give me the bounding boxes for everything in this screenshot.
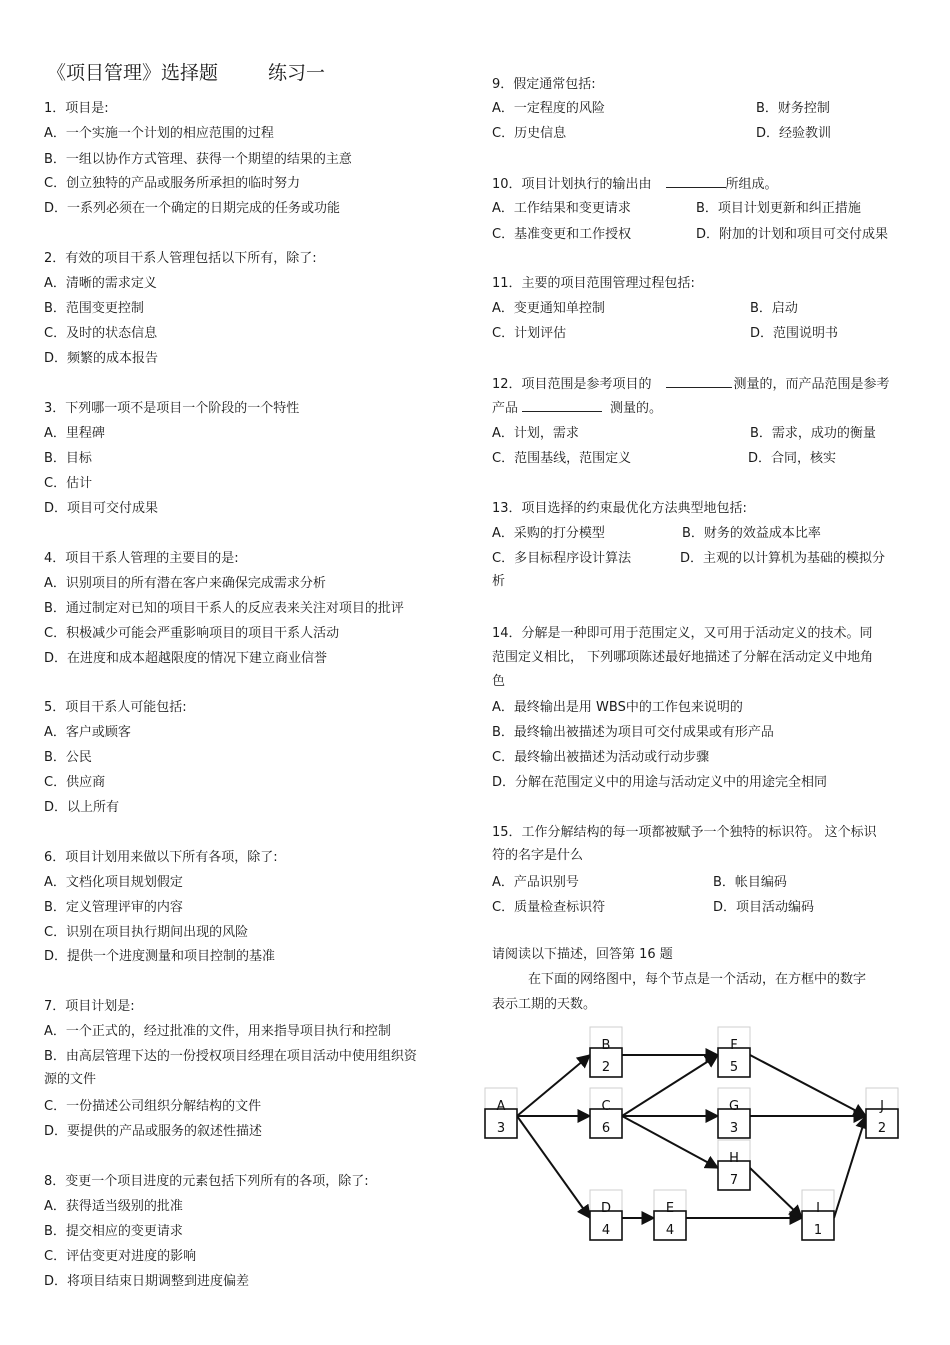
option-a: A．获得适当级别的批准 [44, 1199, 183, 1214]
node-label: E [665, 1201, 675, 1216]
option-c: C．最终输出被描述为活动或行动步骤 [492, 750, 710, 765]
option-c: C．基准变更和工作授权 [492, 227, 632, 242]
question-stem-line3: 色 [492, 674, 506, 689]
option-d: D．在进度和成本超越限度的情况下建立商业信誉 [44, 651, 328, 666]
stem-text: 产品 [492, 401, 519, 416]
stem-text-end: 测量的，而产品范围是参考 [733, 377, 890, 392]
option-d: D．提供一个进度测量和项目控制的基准 [44, 949, 276, 964]
option-a: A．产品识别号 [492, 875, 579, 890]
stem-text-end: 测量的。 [610, 401, 663, 416]
page-title [47, 60, 325, 86]
question-stem: 6．项目计划用来做以下所有各项，除了: [44, 850, 278, 865]
question-stem: 2．有效的项目干系人管理包括以下所有，除了: [44, 251, 317, 266]
option-d: D．频繁的成本报告 [44, 351, 159, 366]
option-b: B．通过制定对已知的项目干系人的反应表来关注对项目的批评 [44, 601, 404, 616]
node-duration: 1 [813, 1223, 823, 1238]
node-label: F [730, 1038, 738, 1053]
option-d: D．分解在范围定义中的用途与活动定义中的用途完全相同 [492, 775, 828, 790]
option-d: D．项目可交付成果 [44, 501, 159, 516]
node-label: J [880, 1099, 884, 1114]
option-c: C．评估变更对进度的影响 [44, 1249, 197, 1264]
edge-f-j [750, 1055, 866, 1116]
option-d: D．以上所有 [44, 800, 120, 815]
option-b: B．需求，成功的衡量 [750, 426, 876, 441]
activity-network-diagram [482, 1022, 902, 1252]
node-i [802, 1190, 834, 1240]
question-stem: 9．假定通常包括: [492, 77, 596, 92]
edge-h-i [750, 1168, 802, 1218]
edge-a-b [517, 1055, 590, 1116]
option-c: C．计划评估 [492, 326, 567, 341]
edge-c-f [622, 1055, 718, 1116]
node-label: B [601, 1038, 611, 1053]
node-e [654, 1190, 686, 1240]
option-a: A．一个实施一个计划的相应范围的过程 [44, 126, 274, 141]
question-stem: 11．主要的项目范围管理过程包括: [492, 276, 695, 291]
option-b: B．启动 [750, 301, 798, 316]
node-j [866, 1088, 898, 1138]
option-b: B．定义管理评审的内容 [44, 900, 183, 915]
question-stem: 5．项目干系人可能包括: [44, 700, 187, 715]
option-b: B．一组以协作方式管理、获得一个期望的结果的主意 [44, 152, 352, 167]
option-a: A．变更通知单控制 [492, 301, 605, 316]
option-d: D．项目活动编码 [713, 900, 815, 915]
node-duration: 3 [729, 1121, 739, 1136]
node-duration: 4 [601, 1223, 611, 1238]
question-description: 在下面的网络图中，每个节点是一个活动，在方框中的数字 [528, 972, 867, 987]
option-a: A．一定程度的风险 [492, 101, 605, 116]
option-d: D．主观的以计算机为基础的模拟分 [680, 551, 886, 566]
option-c: C．估计 [44, 476, 93, 491]
node-label: I [816, 1201, 820, 1216]
option-b: B．财务控制 [756, 101, 830, 116]
question-intro: 请阅读以下描述，回答第 16 题 [492, 947, 673, 962]
title-main: 《项目管理》选择题 [47, 62, 219, 84]
option-a: A．客户或顾客 [44, 725, 131, 740]
node-duration: 7 [729, 1173, 739, 1188]
option-b: B．项目计划更新和纠正措施 [696, 201, 861, 216]
option-b: B．财务的效益成本比率 [682, 526, 821, 541]
option-c: C．范围基线，范围定义 [492, 451, 632, 466]
option-d: D．经验教训 [756, 126, 832, 141]
option-c: C．供应商 [44, 775, 106, 790]
question-description-line2: 表示工期的天数。 [492, 997, 597, 1012]
node-duration: 5 [729, 1060, 739, 1075]
node-h [718, 1140, 750, 1190]
option-a: A．工作结果和变更请求 [492, 201, 631, 216]
node-d [590, 1190, 622, 1240]
question-stem-line2: 范围定义相比， 下列哪项陈述最好地描述了分解在活动定义中地角 [492, 650, 874, 665]
option-a: A．里程碑 [44, 426, 105, 441]
option-d: D．附加的计划和项目可交付成果 [696, 227, 889, 242]
option-a: A．识别项目的所有潜在客户来确保完成需求分析 [44, 576, 326, 591]
option-d: D．要提供的产品或服务的叙述性描述 [44, 1124, 263, 1139]
option-b: B．帐目编码 [713, 875, 787, 890]
title-sub: 练习一 [268, 62, 326, 84]
stem-text-end: 所组成。 [725, 177, 778, 192]
question-stem: 4．项目干系人管理的主要目的是: [44, 551, 239, 566]
node-label: A [496, 1099, 506, 1114]
option-b: B．公民 [44, 750, 92, 765]
option-b: B．目标 [44, 451, 92, 466]
question-stem: 13．项目选择的约束最优化方法典型地包括: [492, 501, 747, 516]
fill-blank [666, 375, 732, 388]
fill-blank [522, 399, 602, 412]
option-c: C．积极减少可能会严重影响项目的项目干系人活动 [44, 626, 340, 641]
option-a: A．计划，需求 [492, 426, 579, 441]
node-label: D [600, 1201, 612, 1216]
node-label: C [601, 1099, 611, 1114]
stem-text: 10．项目计划执行的输出由 [492, 177, 652, 192]
node-duration: 2 [601, 1060, 611, 1075]
node-duration: 6 [601, 1121, 611, 1136]
node-duration: 4 [665, 1223, 675, 1238]
option-b-continued: 源的文件 [44, 1072, 97, 1087]
option-d: D．将项目结束日期调整到进度偏差 [44, 1274, 250, 1289]
option-b: B．最终输出被描述为项目可交付成果或有形产品 [492, 725, 774, 740]
node-duration: 3 [496, 1121, 506, 1136]
edge-a-d [517, 1116, 590, 1218]
node-c [590, 1088, 622, 1138]
question-stem: 3．下列哪一项不是项目一个阶段的一个特性 [44, 401, 300, 416]
question-stem-line2: 符的名字是什么 [492, 848, 584, 863]
option-c: C．创立独特的产品或服务所承担的临时努力 [44, 176, 301, 191]
node-label: H [729, 1151, 739, 1166]
option-b: B．范围变更控制 [44, 301, 144, 316]
question-stem: 15．工作分解结构的每一项都被赋予一个独特的标识符。 这个标识 [492, 825, 877, 840]
stem-text: 12．项目范围是参考项目的 [492, 377, 652, 392]
option-a: A．采购的打分模型 [492, 526, 605, 541]
node-b [590, 1027, 622, 1077]
option-a: A．最终输出是用 WBS中的工作包来说明的 [492, 700, 743, 715]
option-d-continued: 析 [492, 574, 506, 589]
option-a: A．清晰的需求定义 [44, 276, 157, 291]
question-stem: 7．项目计划是: [44, 999, 135, 1014]
node-duration: 2 [877, 1121, 887, 1136]
option-c: C．一份描述公司组织分解结构的文件 [44, 1099, 262, 1114]
question-stem-line2 [492, 399, 662, 418]
option-c: C．多目标程序设计算法 [492, 551, 632, 566]
question-stem [492, 175, 778, 194]
fill-blank [666, 175, 726, 188]
question-stem: 8．变更一个项目进度的元素包括下列所有的各项，除了: [44, 1174, 369, 1189]
node-g [718, 1088, 750, 1138]
option-a: A．文档化项目规划假定 [44, 875, 183, 890]
option-b: B．提交相应的变更请求 [44, 1224, 183, 1239]
question-stem [492, 375, 890, 394]
option-d: D．合同，核实 [748, 451, 837, 466]
node-f [718, 1027, 750, 1077]
node-a [485, 1088, 517, 1138]
option-c: C．及时的状态信息 [44, 326, 158, 341]
option-d: D．一系列必须在一个确定的日期完成的任务或功能 [44, 201, 341, 216]
node-label: G [728, 1099, 740, 1114]
network-nodes [485, 1027, 898, 1240]
question-stem: 1．项目是: [44, 101, 109, 116]
option-c: C．历史信息 [492, 126, 567, 141]
edge-i-j [834, 1116, 866, 1218]
option-c: C．识别在项目执行期间出现的风险 [44, 925, 249, 940]
option-a: A．一个正式的，经过批准的文件，用来指导项目执行和控制 [44, 1024, 391, 1039]
edge-c-h [622, 1116, 718, 1168]
option-b: B．由高层管理下达的一份授权项目经理在项目活动中使用组织资 [44, 1049, 417, 1064]
question-stem: 14．分解是一种即可用于范围定义，又可用于活动定义的技术。同 [492, 626, 873, 641]
option-d: D．范围说明书 [750, 326, 839, 341]
option-c: C．质量检查标识符 [492, 900, 606, 915]
